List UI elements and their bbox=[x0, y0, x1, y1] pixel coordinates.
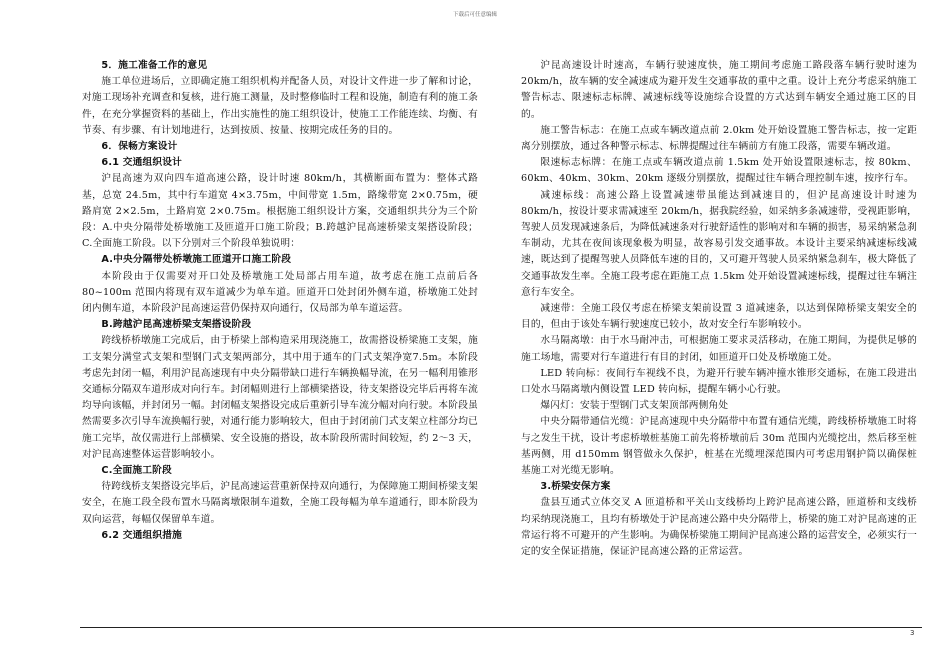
speed-limit-paragraph: 限速标志标牌：在施工点或车辆改道点前 1.5km 处开始设置限速标志，按 80km、60km、40km、30km、20km 逐级分别摆放，提醒过往车辆合理控制车速，按序行车。 bbox=[521, 157, 917, 185]
footer-rule bbox=[80, 627, 922, 628]
stage-b-heading: B.跨越沪昆高速桥梁支架搭设阶段 bbox=[101, 319, 252, 331]
deceleration-marking-paragraph: 减速标线：高速公路上设置减速带虽能达到减速目的，但沪昆高速设计时速为 80km/h，按设计要求需减速至 20km/h，据我院经验，如采纳多条减速带，受视距影响，驾驶人员发现减速条后，为降低减速条对行驶舒适性的影响对和车辆的损害，易采纳紧急刹车制动，尤其在夜间该现象极为明显，故容易引发交通事故。本设计主要采纳减速标线减速，既达到了提醒驾驶人员降低车速的目的，又可避开驾驶人员采纳紧急刹车，极大降低了交通事故发生率。全施工段考虑在距施工点 1.5km 处开始设置减速标线，提醒过往车辆注意行车安全。 bbox=[521, 189, 917, 298]
stage-c-paragraph: 待跨线桥支架搭设完毕后，沪昆高速运营重新保持双向通行，为保障施工期间桥梁支架安全，在施工段全段布置水马隔离墩限制车道数，全施工段每幅为单车道通行，即本阶段为双向运营，每幅仅保留单车道。 bbox=[82, 481, 478, 525]
stage-c-heading: C.全面施工阶段 bbox=[101, 465, 172, 477]
page-header: 下载后可任意编辑 bbox=[452, 12, 497, 18]
led-sign-paragraph: LED 转向标：夜间行车视线不良，为避开行驶车辆冲撞水锥形交通标，在施工段进出口处水马隔离墩内侧设置 LED 转向标，提醒车辆小心行驶。 bbox=[521, 367, 917, 396]
bridge-safety-paragraph: 盘县互通式立体交叉 A 匝道桥和平关山支线桥均上跨沪昆高速公路，匝道桥和支线桥均采纳现浇施工，且均有桥墩处于沪昆高速公路中央分隔带上，桥梁的施工对沪昆高速的正常运行将不可避开的产生影响。为确保桥梁施工期间沪昆高速公路的运营安全，必须实行一定的安全保证措施，保证沪昆高速公路的正常运营。 bbox=[521, 497, 917, 558]
right-column bbox=[521, 58, 917, 560]
section-6-2-heading: 6.2 交通组织措施 bbox=[101, 529, 183, 541]
left-column bbox=[82, 58, 478, 544]
section-6-1-heading: 6.1 交通组织设计 bbox=[101, 157, 183, 169]
fiber-cable-paragraph: 中央分隔带通信光缆：沪昆高速现中央分隔带中布置有通信光缆，跨线桥桥墩施工时将与之发生干扰，设计考虑桥墩桩基施工前先将桥墩前后 30m 范围内光缆挖出，然后移至桩基两侧，用 d150mm 钢管做永久保护，桩基在光缆埋深范围内可考虑用钢护筒以确保桩基施工对光缆无影响。 bbox=[521, 416, 917, 477]
section-5-paragraph: 施工单位进场后，立即确定施工组织机构并配备人员，对设计文件进一步了解和讨论，对施工现场补充调查和复核，进行施工测量，及时整修临时工程和设施，制造有利的施工条件，在充分掌握资料的基础上，作出实施性的施工组织设计，使施工工作能连续、均衡、有节奏、有步骤、有计划地进行，达到按质、按量、按期完成任务的目的。 bbox=[82, 76, 478, 136]
stage-a-paragraph: 本阶段由于仅需要对开口处及桥墩施工处局部占用车道，故考虑在施工点前后各 80~100m 范围内将现有双车道减少为单车道。匝道开口处封闭外侧车道，桥墩施工处封闭内侧车道，本阶段沪昆高速运营仍保持双向通行，仅局部为单车道运营。 bbox=[82, 270, 478, 315]
strobe-light-paragraph: 爆闪灯：安装于型钢门式支架顶部两侧角处 bbox=[540, 400, 729, 412]
section-5-heading: 5．施工准备工作的意见 bbox=[101, 60, 208, 71]
section-3-heading: 3.桥梁安保方案 bbox=[540, 481, 611, 493]
stage-b-paragraph: 跨线桥桥墩施工完成后，由于桥梁上部构造采用现浇施工，故需搭设桥梁施工支架，施工支架分满堂式支架和型钢门式支架两部分，其中用于通车的门式支架净宽7.5m。本阶段考虑先封闭一幅，利用沪昆高速现有中央分隔带缺口进行车辆换幅导流，在另一幅利用锥形交通标分隔双车道形成对向行车。封闭幅则进行上部横梁搭设，待支架搭设完毕后再将车流均导向该幅，并封闭另一幅。封闭幅支架搭设完成后重新引导车流分幅对向行驶。本阶段虽然需要多次引导车流换幅行驶，对通行能力影响较大，但由于封闭前门式支架立柱部分均已施工完毕，故仅需进行上部横梁、安全设施的搭设，故本阶段所需时间较短，约 2～3 天，对沪昆高速整体运营影响较小。 bbox=[82, 335, 478, 460]
section-6-heading: 6．保畅方案设计 bbox=[101, 141, 178, 153]
speed-bump-paragraph: 减速带：全施工段仅考虑在桥梁支架前设置 3 道减速条，以达到保障桥梁支架安全的目的，但由于该处车辆行驶速度已较小，故对安全行车影响较小。 bbox=[521, 303, 917, 331]
page-number: 3 bbox=[910, 629, 915, 637]
section-6-1-paragraph: 沪昆高速为双向四车道高速公路，设计时速 80km/h，其横断面布置为：整体式路基，总宽 24.5m，其中行车道宽 4×3.75m，中间带宽 1.5m，路缘带宽 2×0.75m，硬路肩宽 2×2.5m，土路肩宽 2×0.75m。根据施工组织设计方案，交通组织共分为三个阶段：A.中央分隔带处桥墩施工及匝道开口施工阶段；B.跨越沪昆高速桥梁支架搭设阶段；C.全面施工阶段。以下分别对三个阶段单独说明： bbox=[82, 173, 478, 250]
warning-sign-paragraph: 施工警告标志：在施工点或车辆改道点前 2.0km 处开始设置施工警告标志，按一定距离分别摆放，通过各种警示标志、标牌提醒过往车辆前方有施工段落，需要车辆改道。 bbox=[521, 124, 917, 153]
speed-intro-paragraph: 沪昆高速设计时速高，车辆行驶速度快，施工期间考虑施工路段落车辆行驶时速为 20km/h，故车辆的安全减速成为避开发生交通事故的重中之重。设计上充分考虑采纳施工警告标志、限速标志标牌、减速标线等设施综合设置的方式达到车辆安全通过施工区的目的。 bbox=[521, 60, 917, 120]
stage-a-heading: A.中央分隔带处桥墩施工匝道开口施工阶段 bbox=[101, 254, 292, 266]
water-barrier-paragraph: 水马隔离墩：由于水马耐冲击，可根据施工要求灵活移动，在施工期间，为提供足够的施工场地，需要对行车道进行有目的封闭，如匝道开口处及桥墩施工处。 bbox=[521, 335, 917, 363]
